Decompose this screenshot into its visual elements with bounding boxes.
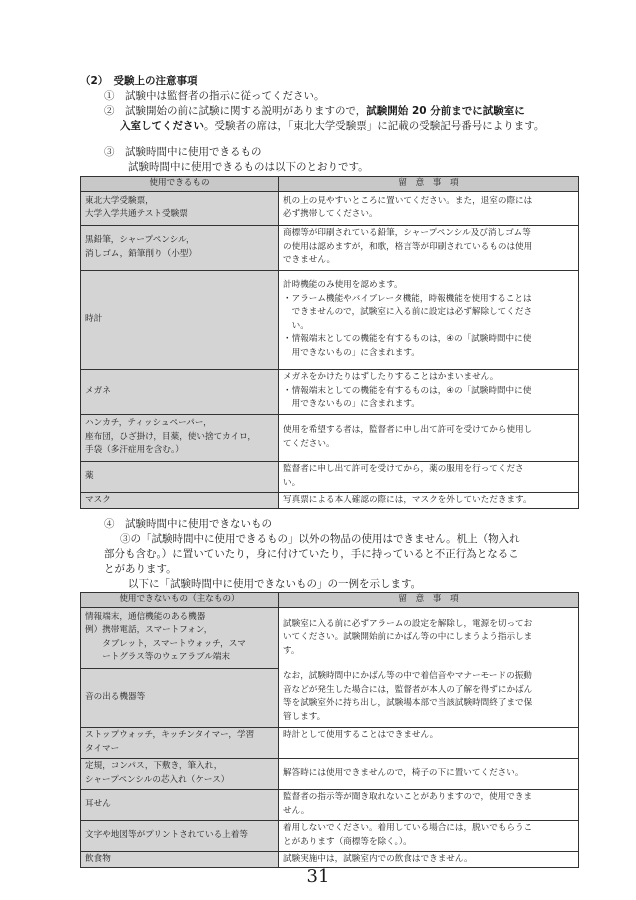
cell-text: せん。	[283, 805, 310, 816]
note-cell	[279, 414, 579, 461]
note-item-2-emphasis: 試験開始 20 分前までに試験室に	[366, 105, 525, 117]
note-item-4-para-line: ③の「試験時間中に使用できるもの」以外の物品の使用はできません。机上（物入れ	[120, 533, 520, 545]
column-header: 留 意 事 項	[279, 177, 579, 192]
note-cell	[279, 820, 579, 851]
item-cell	[81, 492, 279, 509]
cell-text: とがあります（商標等を除く。）。	[283, 836, 412, 847]
note-item-2-text: ② 試験開始の前に試験に関する説明がありますので，	[104, 105, 367, 117]
note-cell	[279, 668, 579, 727]
cell-text: の使用は認めますが，和歌，格言等が印刷されているものは使用	[283, 241, 533, 252]
cell-text: 例）携帯電話，スマートフォン，	[85, 625, 213, 635]
note-item-4-subtitle: 以下に「試験時間中に使用できないもの」の一例を示します。	[128, 578, 422, 590]
cell-text: てください。	[283, 438, 335, 449]
cell-text: 監督者の指示等が聞き取れないことがありますので，使用できま	[283, 792, 533, 802]
item-cell	[81, 369, 279, 414]
note-cell	[279, 225, 579, 270]
cell-text: 耳せん	[85, 798, 111, 809]
cell-text: 大学入学共通テスト受験票	[85, 209, 188, 219]
note-cell	[279, 270, 579, 369]
note-item-4-para-line: 部分も含む。）に置いていたり，身に付けていたり，手に持っていると不正行為となるこ	[104, 548, 519, 560]
item-cell	[81, 461, 279, 492]
table-row	[81, 607, 579, 668]
cell-text: 手袋（多汗症用を含む。）	[85, 445, 184, 456]
note-item-4-title: ④ 試験時間中に使用できないもの	[104, 518, 272, 530]
note-cell	[279, 727, 579, 758]
bullet-line: できませんので，試験室に入る前に設定は必ず解除してくださ	[283, 307, 533, 317]
cell-text: 商標等が印刷されている鉛筆，シャープペンシル及び消しゴム等	[283, 228, 531, 239]
cell-text: シャープペンシルの芯入れ（ケース）	[85, 774, 230, 785]
table-row	[81, 727, 579, 758]
item-cell	[81, 727, 279, 758]
item-cell	[81, 414, 279, 461]
cell-text: 薬	[85, 470, 94, 481]
note-item-2-line2	[120, 119, 544, 133]
note-item-3-title: ③ 試験時間中に使用できるもの	[104, 146, 262, 158]
table-row	[81, 789, 579, 820]
cell-text: 計時機能のみ使用を認めます。	[283, 280, 403, 290]
note-cell	[279, 492, 579, 509]
bullet-line: 用できないもの」に含まれます。	[283, 347, 420, 358]
cell-text: 解答時には使用できませんので，椅子の下に置いてください。	[283, 767, 524, 778]
note-item-1: ① 試験中は監督者の指示に従ってください。	[104, 90, 325, 102]
cell-text: 机の上の見やすいところに置いてください。また，退室の際には	[283, 195, 533, 206]
cell-text: できません。	[283, 255, 336, 266]
cell-text: タブレット，スマートウォッチ，スマ	[85, 638, 246, 649]
note-cell	[279, 461, 579, 492]
table-row	[81, 191, 579, 225]
bullet-line: い。	[283, 320, 309, 331]
note-cell	[279, 369, 579, 414]
cell-text: 文字や地図等がプリントされている上着等	[85, 829, 248, 840]
item-cell	[81, 270, 279, 369]
item-cell	[81, 607, 279, 668]
note-cell	[279, 758, 579, 789]
item-cell	[81, 758, 279, 789]
cell-text: マスク	[85, 494, 111, 505]
bullet-line: ・アラーム機能やバイブレータ機能，時報機能を使用することは	[283, 293, 532, 304]
cell-text: 座布団，ひざ掛け，目薬，使い捨てカイロ，	[85, 431, 256, 442]
note-cell	[279, 607, 579, 668]
table-row	[81, 461, 579, 492]
cell-text: 音などが発生した場合には，監督者が本人の了解を得ずにかばん	[283, 684, 533, 695]
cell-text: メガネをかけたりはずしたりすることはかまいません。	[283, 372, 499, 383]
note-item-2	[104, 104, 525, 118]
cell-text: いてください。試験開始前にかばん等の中にしまうよう指示しま	[283, 632, 533, 642]
note-item-4-para-line: とがあります。	[104, 563, 177, 575]
note-item-2-emphasis-2: 入室してください	[120, 120, 204, 132]
cell-text: 試験実施中は，試験室内での飲食はできません。	[283, 853, 473, 864]
cell-text: 必ず携帯してください。	[283, 209, 378, 219]
cell-text: 情報端末，通信機能のある機器	[85, 611, 206, 622]
item-cell	[81, 191, 279, 225]
item-cell	[81, 668, 279, 727]
cell-text: 使用を希望する者は，監督者に申し出て許可を受けてから使用し	[283, 425, 533, 435]
item-cell	[81, 820, 279, 851]
table-row	[81, 492, 579, 509]
column-header: 使用できるもの	[81, 177, 279, 192]
bullet-line: ・情報端末としての機能を有するものは，④の「試験時間中に使	[283, 334, 532, 344]
cell-text: タイマー	[85, 743, 120, 754]
cell-text: ハンカチ，ティッシュペーパー，	[85, 418, 212, 429]
note-item-2-text-2: 。受験者の席は，「東北大学受験票」に記載の受験記号番号によります。	[204, 120, 545, 132]
cell-text: 写真票による本人確認の際には，マスクを外していただきます。	[283, 494, 532, 505]
table-row	[81, 225, 579, 270]
bullet-line: ・情報端末としての機能を有するものは，④の「試験時間中に使	[283, 385, 532, 396]
table-row	[81, 270, 579, 369]
note-cell	[279, 789, 579, 820]
allowed-items-table	[80, 176, 579, 509]
cell-text: メガネ	[85, 385, 111, 396]
cell-text: 時計として使用することはできません。	[283, 729, 439, 740]
note-cell	[279, 191, 579, 225]
cell-text: 時計	[85, 313, 103, 324]
item-cell	[81, 789, 279, 820]
cell-text: い。	[283, 477, 301, 488]
cell-text: 監督者に申し出て許可を受けてから，薬の服用を行ってくださ	[283, 464, 524, 474]
cell-text: 試験室に入る前に必ずアラームの設定を解除し，電源を切ってお	[283, 618, 533, 629]
cell-text: なお，試験時間中にかばん等の中で着信音やマナーモードの振動	[283, 671, 532, 682]
column-header: 留 意 事 項	[279, 593, 579, 608]
cell-text: ストップウォッチ，キッチンタイマー，学習	[85, 730, 255, 740]
note-item-3-subtitle: 試験時間中に使用できるものは以下のとおりです。	[128, 161, 369, 173]
table-row	[81, 820, 579, 851]
prohibited-items-table	[80, 592, 579, 868]
cell-text: 等を試験室外に持ち出し，試験場本部で当該試験時間終了まで保	[283, 698, 533, 709]
table-header-row	[81, 593, 579, 608]
cell-text: 着用しないでください。着用している場合には，脱いでもらうこ	[283, 823, 533, 833]
cell-text: 管します。	[283, 711, 326, 722]
cell-text: 消しゴム，鉛筆削り（小型）	[85, 248, 197, 259]
item-cell	[81, 225, 279, 270]
table-header-row	[81, 177, 579, 192]
table-row	[81, 369, 579, 414]
bullet-line: 用できないもの」に含まれます。	[283, 399, 420, 410]
cell-text: ートグラス等のウェアラブル端末	[85, 652, 230, 662]
column-header: 使用できないもの（主なもの）	[81, 593, 279, 608]
table-row	[81, 758, 579, 789]
page-number: 31	[306, 866, 330, 887]
table-row	[81, 668, 579, 727]
cell-text: 定規，コンパス，下敷き，筆入れ，	[85, 761, 223, 771]
cell-text: す。	[283, 645, 300, 656]
cell-text: 飲食物	[85, 853, 111, 864]
cell-text: 東北大学受験票，	[85, 195, 154, 206]
cell-text: 黒鉛筆，シャープペンシル，	[85, 235, 195, 245]
section-heading: （2） 受験上の注意事項	[80, 75, 198, 87]
table-row	[81, 414, 579, 461]
cell-text: 音の出る機器等	[85, 691, 146, 702]
